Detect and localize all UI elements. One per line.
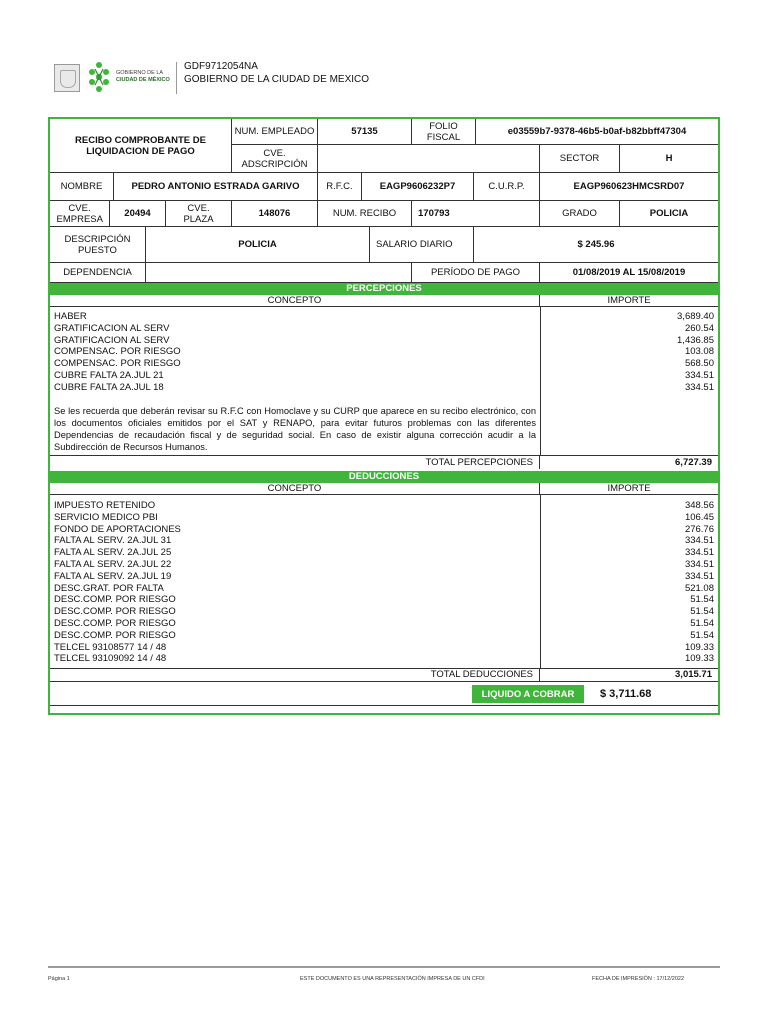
footer-page-number: Página 1	[48, 976, 70, 982]
liquido-a-cobrar-label: LIQUIDO A COBRAR	[472, 685, 584, 703]
grado-label: GRADO	[540, 201, 620, 227]
deducciones-concept-item: DESC.COMP. POR RIESGO	[54, 617, 176, 629]
percepciones-concept-list	[54, 311, 534, 394]
rfc-value: EAGP9606232P7	[362, 173, 474, 201]
salario-diario-value: $ 245.96	[474, 227, 718, 263]
descripcion-puesto-label: DESCRIPCIÓN PUESTO	[50, 227, 146, 263]
nombre-label: NOMBRE	[50, 173, 114, 201]
periodo-pago-label: PERÍODO DE PAGO	[412, 263, 540, 283]
curp-value: EAGP960623HMCSRD07	[540, 173, 718, 201]
liquido-bottom-line	[50, 705, 718, 706]
deducciones-concepto-header: CONCEPTO	[50, 483, 540, 495]
deducciones-concept-item: FALTA AL SERV. 2A.JUL 22	[54, 558, 172, 570]
percepciones-amount-item: 1,436.85	[677, 334, 714, 346]
grado-value: POLICIA	[620, 201, 718, 227]
deducciones-concept-item: DESC.COMP. POR RIESGO	[54, 606, 176, 618]
deducciones-concept-list	[54, 500, 534, 665]
receipt-title: RECIBO COMPROBANTE DE LIQUIDACION DE PAGO	[50, 119, 232, 173]
total-deducciones-value: 3,015.71	[540, 668, 718, 682]
deducciones-concept-item: TELCEL 93109092 14 / 48	[54, 653, 167, 665]
percepciones-band: PERCEPCIONES	[50, 283, 718, 295]
percepciones-concept-item: COMPENSAC. POR RIESGO	[54, 346, 181, 358]
periodo-pago-value: 01/08/2019 AL 15/08/2019	[540, 263, 718, 283]
deducciones-amount-item: 334.51	[684, 547, 714, 559]
deducciones-concept-item: TELCEL 93108577 14 / 48	[54, 641, 167, 653]
deducciones-amount-item: 109.33	[684, 653, 714, 665]
cve-plaza-value: 148076	[232, 201, 318, 227]
percepciones-amount-item: 334.51	[684, 381, 714, 393]
deducciones-amount-item: 348.56	[684, 500, 714, 511]
deducciones-amount-item: 276.76	[684, 523, 714, 535]
deducciones-amount-item: 51.54	[690, 629, 714, 641]
deducciones-amount-item: 51.54	[690, 594, 714, 606]
percepciones-importe-header: IMPORTE	[540, 295, 718, 307]
logo-wordmark: GOBIERNO DE LA CIUDAD DE MÉXICO	[116, 70, 170, 83]
rfc-curp-notice: Se les recuerda que deberán revisar su R.F.C con Homoclave y su CURP que aparece en su recibo electrónico, con los documentos oficiales emitidos por el SAT y RENAPO, para evitar futuros problemas con las diferentes Dependencias de recaudación fiscal y de seguridad social. En caso de existir alguna corrección acudir a la Subdirección de Recursos Humanos.	[54, 406, 536, 452]
total-percepciones-value: 6,727.39	[675, 456, 712, 468]
percepciones-divider	[540, 307, 541, 455]
percepciones-amount-list	[544, 311, 714, 394]
folio-value: e03559b7-9378-46b5-b0af-b82bbff47304	[476, 119, 718, 145]
deducciones-concept-item: FALTA AL SERV. 2A.JUL 25	[54, 547, 172, 559]
cve-empresa-label: CVE. EMPRESA	[50, 201, 110, 227]
folio-label: FOLIO FISCAL	[412, 119, 476, 145]
num-empleado-value: 57135	[318, 119, 412, 145]
total-deducciones-label: TOTAL DEDUCCIONES	[50, 668, 540, 682]
percepciones-concepto-header: CONCEPTO	[50, 295, 540, 307]
percepciones-concept-item: HABER	[54, 311, 87, 322]
deducciones-amount-item: 106.45	[684, 511, 714, 523]
deducciones-amount-item: 521.08	[684, 582, 714, 594]
percepciones-amount-item: 103.08	[684, 346, 714, 358]
deducciones-concept-item: IMPUESTO RETENIDO	[54, 500, 156, 511]
entity-rfc: GDF9712054NA	[184, 61, 258, 72]
deducciones-importe-header: IMPORTE	[540, 483, 718, 495]
receipt-frame	[48, 117, 720, 715]
deducciones-amount-item: 109.33	[684, 641, 714, 653]
deducciones-concept-item: DESC.COMP. POR RIESGO	[54, 629, 176, 641]
coat-of-arms-seal-icon	[54, 64, 80, 92]
deducciones-amount-list	[544, 500, 714, 665]
num-recibo-label: NUM. RECIBO	[318, 201, 412, 227]
deducciones-divider	[540, 495, 541, 668]
sector-label: SECTOR	[540, 145, 620, 173]
total-percepciones-label: TOTAL PERCEPCIONES	[50, 455, 540, 469]
percepciones-concept-item: CUBRE FALTA 2A.JUL 18	[54, 381, 164, 393]
sector-value: H	[620, 145, 718, 173]
footer-print-date: FECHA DE IMPRESIÓN : 17/12/2022	[592, 976, 685, 982]
deducciones-concept-item: DESC.GRAT. POR FALTA	[54, 582, 164, 594]
deducciones-amount-item: 51.54	[690, 606, 714, 618]
cve-adscripcion-label: CVE. ADSCRIPCIÓN	[232, 145, 318, 173]
liquido-a-cobrar-value: $ 3,711.68	[600, 688, 652, 700]
deducciones-concept-item: SERVICIO MEDICO PBI	[54, 511, 158, 523]
deducciones-amount-item: 334.51	[684, 558, 714, 570]
percepciones-amount-item: 260.54	[684, 322, 714, 334]
deducciones-concept-item: FALTA AL SERV. 2A.JUL 31	[54, 535, 172, 547]
percepciones-concept-item: GRATIFICACION AL SERV	[54, 334, 170, 346]
document-header	[54, 56, 454, 98]
cve-plaza-label: CVE. PLAZA	[166, 201, 232, 227]
deducciones-amount-item: 334.51	[684, 535, 714, 547]
deducciones-concept-item: FALTA AL SERV. 2A.JUL 19	[54, 570, 172, 582]
dependencia-label: DEPENDENCIA	[50, 263, 146, 283]
cve-adscripcion-value	[318, 145, 540, 173]
num-empleado-label: NUM. EMPLEADO	[232, 119, 318, 145]
percepciones-concept-item: CUBRE FALTA 2A.JUL 21	[54, 369, 164, 381]
descripcion-puesto-value: POLICIA	[146, 227, 370, 263]
deducciones-amount-item: 334.51	[684, 570, 714, 582]
footer-divider	[48, 966, 720, 968]
logo-divider	[176, 62, 177, 94]
deducciones-concept-item: FONDO DE APORTACIONES	[54, 523, 181, 535]
deducciones-band: DEDUCCIONES	[50, 471, 718, 483]
cdmx-logo-icon	[86, 61, 112, 93]
deducciones-amount-item: 51.54	[690, 617, 714, 629]
curp-label: C.U.R.P.	[474, 173, 540, 201]
nombre-value: PEDRO ANTONIO ESTRADA GARIVO	[114, 173, 318, 201]
rfc-label: R.F.C.	[318, 173, 362, 201]
percepciones-amount-item: 334.51	[684, 369, 714, 381]
entity-name: GOBIERNO DE LA CIUDAD DE MEXICO	[184, 74, 370, 85]
dependencia-value	[146, 263, 412, 283]
cve-empresa-value: 20494	[110, 201, 166, 227]
percepciones-amount-item: 3,689.40	[677, 311, 714, 322]
percepciones-amount-item: 568.50	[684, 358, 714, 370]
num-recibo-value: 170793	[412, 201, 540, 227]
footer-disclaimer: ESTE DOCUMENTO ES UNA REPRESENTACIÓN IMPRESA DE UN CFDI	[300, 976, 485, 982]
percepciones-concept-item: GRATIFICACION AL SERV	[54, 322, 170, 334]
salario-diario-label: SALARIO DIARIO	[370, 227, 474, 263]
percepciones-concept-item: COMPENSAC. POR RIESGO	[54, 358, 181, 370]
deducciones-concept-item: DESC.COMP. POR RIESGO	[54, 594, 176, 606]
